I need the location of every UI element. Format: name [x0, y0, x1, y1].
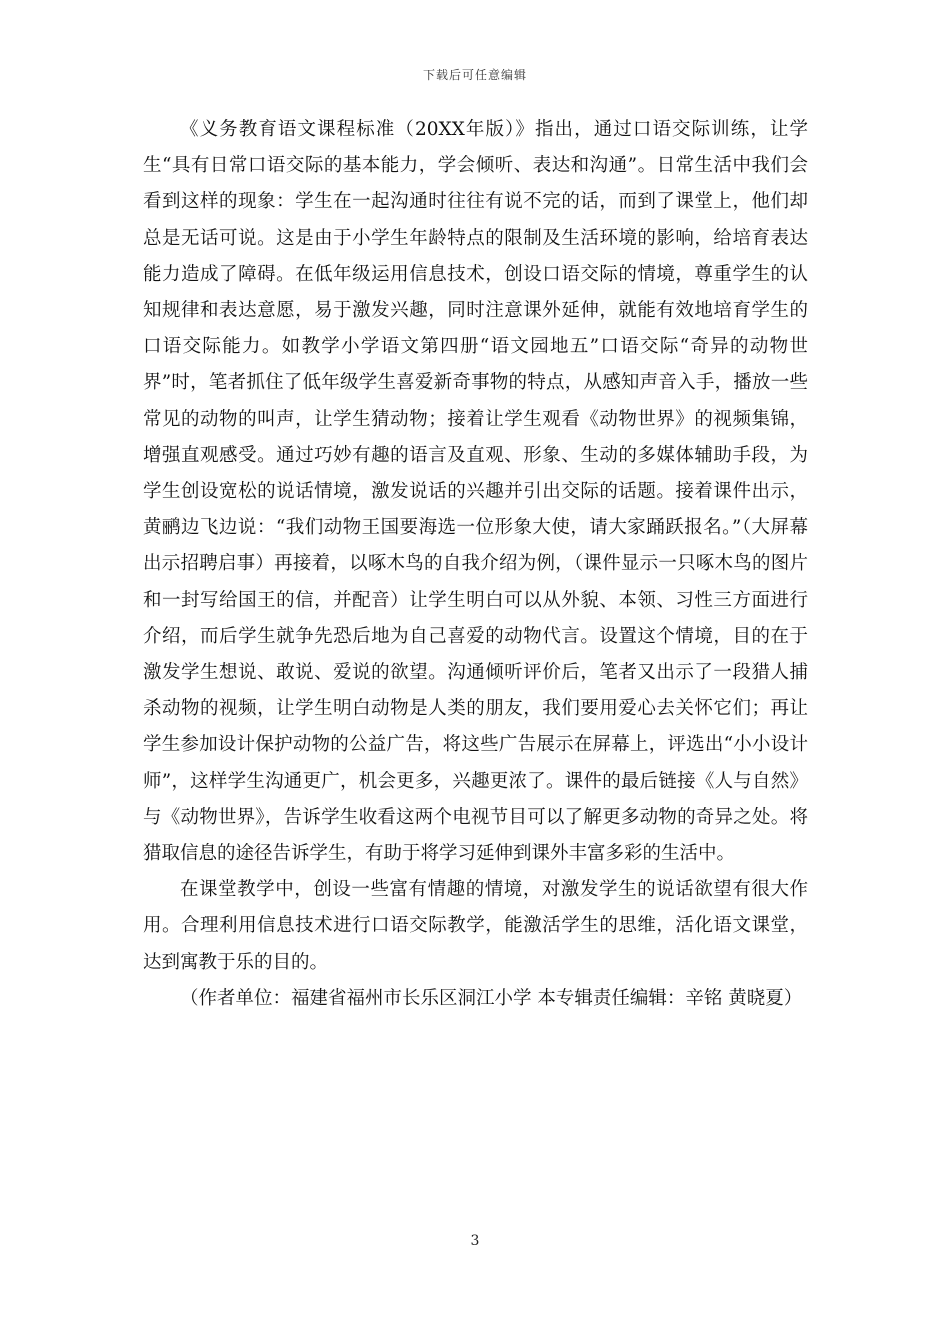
- body-paragraph-1: 《义务教育语文课程标准（20XX年版）》指出，通过口语交际训练，让学生“具有日常口语交际的基本能力，学会倾听、表达和沟通”。日常生活中我们会看到这样的现象：学生在一起沟通时往往有说不完的话，而到了课堂上，他们却总是无话可说。这是由于小学生年龄特点的限制及生活环境的影响，给培育表达能力造成了障碍。在低年级运用信息技术，创设口语交际的情境，尊重学生的认知规律和表达意愿，易于激发兴趣，同时注意课外延伸，就能有效地培育学生的口语交际能力。如教学小学语文第四册“语文园地五”口语交际“奇异的动物世界”时，笔者抓住了低年级学生喜爱新奇事物的特点，从感知声音入手，播放一些常见的动物的叫声，让学生猜动物；接着让学生观看《动物世界》的视频集锦，增强直观感受。通过巧妙有趣的语言及直观、形象、生动的多媒体辅助手段，为学生创设宽松的说话情境，激发说话的兴趣并引出交际的话题。接着课件出示，黄鹂边飞边说：“我们动物王国要海选一位形象大使，请大家踊跃报名。”（大屏幕出示招聘启事）再接着，以啄木鸟的自我介绍为例，（课件显示一只啄木鸟的图片和一封写给国王的信，并配音）让学生明白可以从外貌、本领、习性三方面进行介绍，而后学生就争先恐后地为自己喜爱的动物代言。设置这个情境，目的在于激发学生想说、敢说、爱说的欲望。沟通倾听评价后，笔者又出示了一段猎人捕杀动物的视频，让学生明白动物是人类的朋友，我们要用爱心去关怀它们；再让学生参加设计保护动物的公益广告，将这些广告展示在屏幕上，评选出“小小设计师”，这样学生沟通更广，机会更多，兴趣更浓了。课件的最后链接《人与自然》与《动物世界》，告诉学生收看这两个电视节目可以了解更多动物的奇异之处。将猎取信息的途径告诉学生，有助于将学习延伸到课外丰富多彩的生活中。: [143, 119, 808, 865]
- page-header: 下载后可任意编辑: [422, 68, 527, 82]
- body-paragraph-2: 在课堂教学中，创设一些富有情趣的情境，对激发学生的说话欲望有很大作用。合理利用信息技术进行口语交际教学，能激活学生的思维，活化语文课堂，达到寓教于乐的目的。: [143, 879, 808, 973]
- page-number: 3: [470, 1233, 480, 1249]
- document-body: [143, 112, 808, 1017]
- author-note: （作者单位：福建省福州市长乐区洞江小学 本专辑责任编辑：辛铭 黄晓夏）: [180, 987, 803, 1009]
